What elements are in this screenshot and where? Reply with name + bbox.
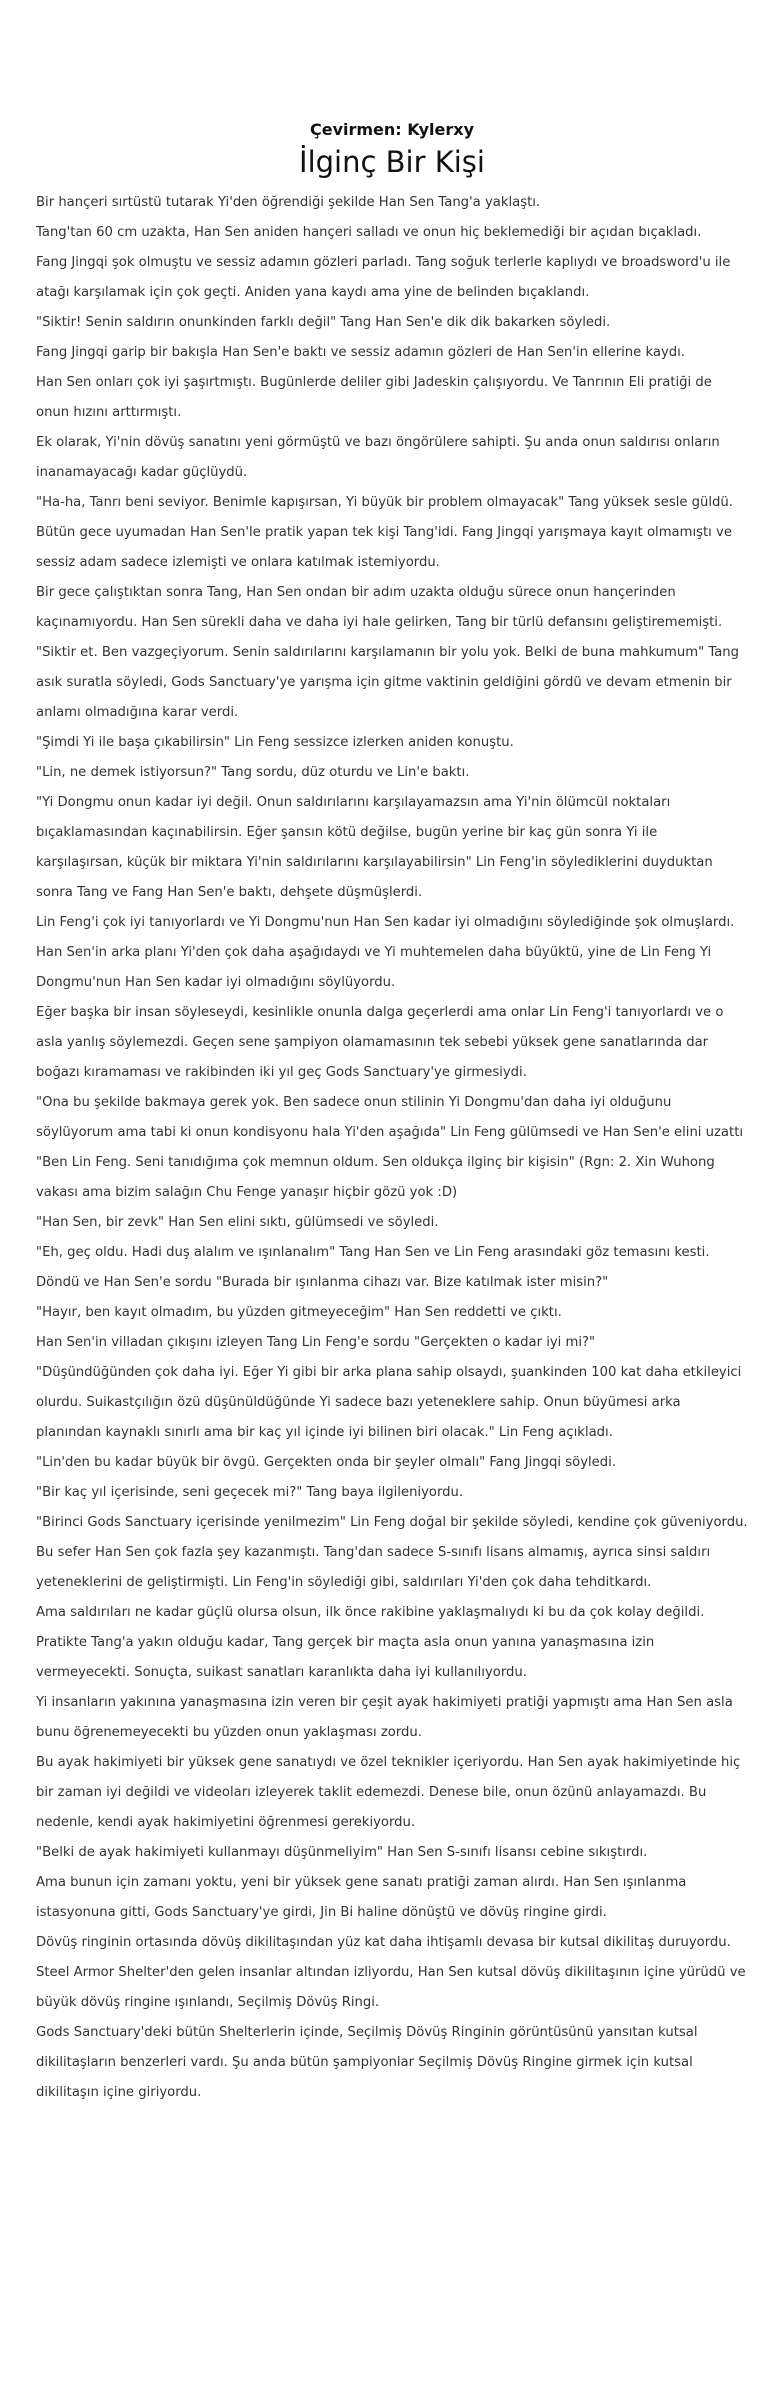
chapter-body [36, 188, 748, 2108]
paragraph: Fang Jingqi garip bir bakışla Han Sen'e baktı ve sessiz adamın gözleri de Han Sen'in ellerine kaydı. [36, 345, 685, 360]
paragraph: Fang Jingqi şok olmuştu ve sessiz adamın gözleri parladı. Tang soğuk terlerle kaplıydı ve broadsword'u ile atağı karşılamak için çok geçti. Aniden yana kaydı ama yine de belinden bıçaklandı. [36, 255, 731, 300]
paragraph: "Yi Dongmu onun kadar iyi değil. Onun saldırılarını karşılayamazsın ama Yi'nin ölümcül noktaları bıçaklamasından kaçınabilirsin. Eğer şansın kötü değilse, bugün yerine bir kaç gün sonra Yi ile karşılaşırsan, küçük bir miktara Yi'nin saldırılarını karşılayabilirsin" Lin Feng'in söylediklerini duyduktan sonra Tang ve Fang Han Sen'e baktı, dehşete düşmüşlerdi. [36, 795, 713, 900]
paragraph: "Han Sen, bir zevk" Han Sen elini sıktı, gülümsedi ve söyledi. [36, 1215, 439, 1230]
paragraph: Bütün gece uyumadan Han Sen'le pratik yapan tek kişi Tang'idi. Fang Jingqi yarışmaya kayıt olmamıştı ve sessiz adam sadece izlemişti ve onlara katılmak istemiyordu. [36, 525, 732, 570]
paragraph: "Bir kaç yıl içerisinde, seni geçecek mi?" Tang baya ilgileniyordu. [36, 1485, 464, 1500]
paragraph: "Siktir et. Ben vazgeçiyorum. Senin saldırılarını karşılamanın bir yolu yok. Belki de buna mahkumum" Tang asık suratla söyledi, Gods Sanctuary'ye yarışma için gitme vaktinin geldiğini gördü ve devam etmenin bir anlamı olmadığına karar verdi. [36, 645, 740, 720]
paragraph: "Şimdi Yi ile başa çıkabilirsin" Lin Feng sessizce izlerken aniden konuştu. [36, 735, 514, 750]
translator-credit: Çevirmen: Kylerxy [309, 120, 475, 139]
paragraph: "Hayır, ben kayıt olmadım, bu yüzden gitmeyeceğim" Han Sen reddetti ve çıktı. [36, 1305, 562, 1320]
paragraph: Lin Feng'i çok iyi tanıyorlardı ve Yi Dongmu'nun Han Sen kadar iyi olmadığını söylediğinde şok olmuşlardı. [36, 915, 735, 930]
paragraph: Ama bunun için zamanı yoktu, yeni bir yüksek gene sanatı pratiği zaman alırdı. Han Sen ışınlanma istasyonuna gitti, Gods Sanctuary'ye girdi, Jin Bi haline dönüştü ve dövüş ringine girdi. [36, 1875, 687, 1920]
paragraph: Han Sen'in villadan çıkışını izleyen Tang Lin Feng'e sordu "Gerçekten o kadar iyi mi?" [36, 1335, 596, 1350]
paragraph: "Birinci Gods Sanctuary içerisinde yenilmezim" Lin Feng doğal bir şekilde söyledi, kendine çok güveniyordu. [36, 1515, 748, 1530]
paragraph: "Eh, geç oldu. Hadi duş alalım ve ışınlanalım" Tang Han Sen ve Lin Feng arasındaki göz temasını kesti. Döndü ve Han Sen'e sordu "Burada bir ışınlanma cihazı var. Bize katılmak ister misin?" [36, 1245, 710, 1290]
paragraph: Bu ayak hakimiyeti bir yüksek gene sanatıydı ve özel teknikler içeriyordu. Han Sen ayak hakimiyetinde hiç bir zaman iyi değildi ve videoları izleyerek taklit edemezdi. Denese bile, onun özünü anlayamazdı. Bu nedenle, kendi ayak hakimiyetini öğrenmesi gerekiyordu. [36, 1755, 741, 1830]
paragraph: Bir gece çalıştıktan sonra Tang, Han Sen ondan bir adım uzakta olduğu sürece onun hançerinden kaçınamıyordu. Han Sen sürekli daha ve daha iyi hale gelirken, Tang bir türlü defansını geliştirememişti. [36, 585, 723, 630]
paragraph: "Ha-ha, Tanrı beni seviyor. Benimle kapışırsan, Yi büyük bir problem olmayacak" Tang yüksek sesle güldü. [36, 495, 733, 510]
paragraph: Yi insanların yakınına yanaşmasına izin veren bir çeşit ayak hakimiyeti pratiği yapmıştı ama Han Sen asla bunu öğrenemeyecekti bu yüzden onun yaklaşması zordu. [36, 1695, 733, 1740]
paragraph: Han Sen'in arka planı Yi'den çok daha aşağıdaydı ve Yi muhtemelen daha büyüktü, yine de Lin Feng Yi Dongmu'nun Han Sen kadar iyi olmadığını söylüyordu. [36, 945, 712, 990]
paragraph: Pratikte Tang'a yakın olduğu kadar, Tang gerçek bir maçta asla onun yanına yanaşmasına izin vermeyecekti. Sonuçta, suikast sanatları karanlıkta daha iyi kullanılıyordu. [36, 1635, 655, 1680]
paragraph: Tang'tan 60 cm uzakta, Han Sen aniden hançeri salladı ve onun hiç beklemediği bir açıdan bıçakladı. [36, 225, 702, 240]
chapter-title: İlginç Bir Kişi [299, 145, 485, 179]
paragraph: Ama saldırıları ne kadar güçlü olursa olsun, ilk önce rakibine yaklaşmalıydı ki bu da çok kolay değildi. [36, 1605, 705, 1620]
paragraph: Ek olarak, Yi'nin dövüş sanatını yeni görmüştü ve bazı öngörülere sahipti. Şu anda onun saldırısı onların inanamayacağı kadar güçlüydü. [36, 435, 720, 480]
paragraph: Bir hançeri sırtüstü tutarak Yi'den öğrendiği şekilde Han Sen Tang'a yaklaştı. [36, 195, 541, 210]
paragraph: Han Sen onları çok iyi şaşırtmıştı. Bugünlerde deliler gibi Jadeskin çalışıyordu. Ve Tanrının Eli pratiği de onun hızını arttırmıştı. [36, 375, 712, 420]
paragraph: Eğer başka bir insan söyleseydi, kesinlikle onunla dalga geçerlerdi ama onlar Lin Feng'i tanıyorlardı ve o asla yanlış söylemezdi. Geçen sene şampiyon olamamasının tek sebebi yüksek gene sanatlarında dar boğazı kıramaması ve rakibinden iki yıl geç Gods Sanctuary'ye girmesiydi. [36, 1005, 724, 1080]
paragraph: Gods Sanctuary'deki bütün Shelterlerin içinde, Seçilmiş Dövüş Ringinin görüntüsünü yansıtan kutsal dikilitaşların benzerleri vardı. Şu anda bütün şampiyonlar Seçilmiş Dövüş Ringine girmek için kutsal dikilitaşın içine giriyordu. [36, 2025, 698, 2100]
paragraph: "Düşündüğünden çok daha iyi. Eğer Yi gibi bir arka plana sahip olsaydı, şuankinden 100 kat daha etkileyici olurdu. Suikastçılığın özü düşünüldüğünde Yi sadece bazı yeteneklere sahip. Onun büyümesi arka planından kaynaklı sınırlı ama bir kaç yıl içinde iyi bilinen biri olacak." Lin Feng açıkladı. [36, 1365, 742, 1440]
paragraph: "Siktir! Senin saldırın onunkinden farklı değil" Tang Han Sen'e dik dik bakarken söyledi. [36, 315, 611, 330]
paragraph: "Lin'den bu kadar büyük bir övgü. Gerçekten onda bir şeyler olmalı" Fang Jingqi söyledi. [36, 1455, 616, 1470]
paragraph: Dövüş ringinin ortasında dövüş dikilitaşından yüz kat daha ihtişamlı devasa bir kutsal dikilitaş duruyordu. Steel Armor Shelter'den gelen insanlar altından izliyordu, Han Sen kutsal dövüş dikilitaşının içine yürüdü ve büyük dövüş ringine ışınlandı, Seçilmiş Dövüş Ringi. [36, 1935, 746, 2010]
paragraph: "Lin, ne demek istiyorsun?" Tang sordu, düz oturdu ve Lin'e baktı. [36, 765, 470, 780]
paragraph: "Belki de ayak hakimiyeti kullanmayı düşünmeliyim" Han Sen S-sınıfı lisansı cebine sıkıştırdı. [36, 1845, 648, 1860]
paragraph: Bu sefer Han Sen çok fazla şey kazanmıştı. Tang'dan sadece S-sınıfı lisans almamış, ayrıca sinsi saldırı yeteneklerini de geliştirmişti. Lin Feng'in söylediği gibi, saldırıları Yi'den çok daha tehditkardı. [36, 1545, 711, 1590]
paragraph: "Ona bu şekilde bakmaya gerek yok. Ben sadece onun stilinin Yi Dongmu'dan daha iyi olduğunu söylüyorum ama tabi ki onun kondisyonu hala Yi'den aşağıda" Lin Feng gülümsedi ve Han Sen'e elini uzattı "Ben Lin Feng. Seni tanıdığıma çok memnun oldum. Sen oldukça ilginç bir kişisin" (Rgn: 2. Xin Wuhong vakası ama bizim salağın Chu Fenge yanaşır hiçbir gözü yok :D) [36, 1095, 744, 1200]
